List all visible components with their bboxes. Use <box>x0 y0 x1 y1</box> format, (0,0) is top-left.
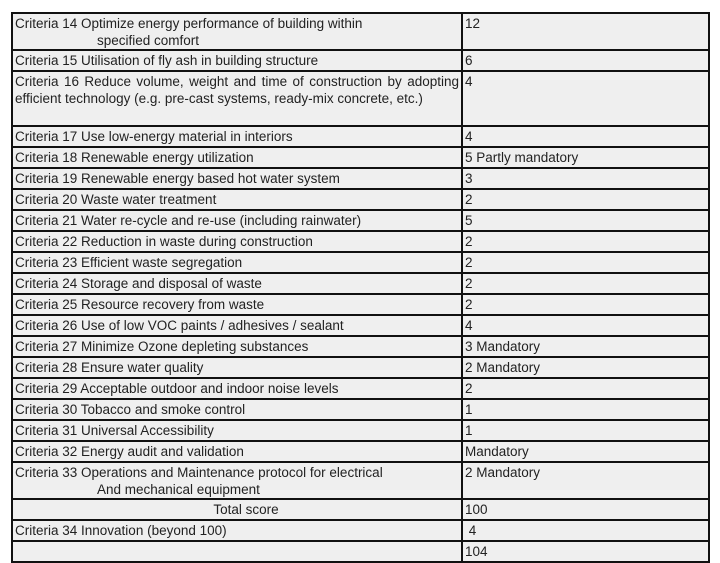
table-row <box>11 421 710 442</box>
points-cell: 5 Partly mandatory <box>463 148 710 167</box>
grand-total-points: 104 <box>463 542 710 561</box>
points-cell: 5 <box>463 211 710 230</box>
criteria-cell: Criteria 25 Resource recovery from waste <box>11 295 463 314</box>
points-cell: 3 Mandatory <box>463 337 710 356</box>
criteria-cell <box>11 542 463 561</box>
criteria-cell: Criteria 31 Universal Accessibility <box>11 421 463 440</box>
table-row <box>11 400 710 421</box>
points-cell: 6 <box>463 51 710 70</box>
points-cell: 2 Mandatory <box>463 358 710 377</box>
points-cell: 2 <box>463 274 710 293</box>
table-row <box>11 337 710 358</box>
points-cell: 2 <box>463 295 710 314</box>
table-row <box>11 148 710 169</box>
points-cell: 2 <box>463 232 710 251</box>
criteria-cell: Criteria 32 Energy audit and validation <box>11 442 463 461</box>
table-row <box>11 463 710 500</box>
table-row-total <box>11 500 710 521</box>
table-row <box>11 232 710 253</box>
criteria-cell: Criteria 24 Storage and disposal of waste <box>11 274 463 293</box>
criteria-cell: Criteria 29 Acceptable outdoor and indoor noise levels <box>11 379 463 398</box>
points-cell: 2 <box>463 379 710 398</box>
criteria-cell <box>11 463 463 498</box>
table-row <box>11 211 710 232</box>
criteria-cell: Criteria 15 Utilisation of fly ash in building structure <box>11 51 463 70</box>
criteria-cell: Criteria 27 Minimize Ozone depleting substances <box>11 337 463 356</box>
criteria-cell: Criteria 22 Reduction in waste during construction <box>11 232 463 251</box>
table-row <box>11 521 710 542</box>
criteria-cell: Criteria 28 Ensure water quality <box>11 358 463 377</box>
points-cell: 2 <box>463 190 710 209</box>
points-cell: 4 <box>463 72 710 125</box>
points-cell: 12 <box>463 14 710 49</box>
criteria-cell: Criteria 30 Tobacco and smoke control <box>11 400 463 419</box>
table-row <box>11 72 710 127</box>
criteria-cell: Criteria 26 Use of low VOC paints / adhesives / sealant <box>11 316 463 335</box>
table-row <box>11 253 710 274</box>
criteria-cell: Criteria 34 Innovation (beyond 100) <box>11 521 463 540</box>
criteria-text: Criteria 33 Operations and Maintenance protocol for electrical <box>15 465 383 480</box>
points-cell: 4 <box>463 521 710 540</box>
table-row <box>11 190 710 211</box>
total-label: Total score <box>11 500 463 519</box>
criteria-cell: Criteria 18 Renewable energy utilization <box>11 148 463 167</box>
table-row <box>11 127 710 148</box>
criteria-cell: Criteria 17 Use low-energy material in interiors <box>11 127 463 146</box>
table-row <box>11 169 710 190</box>
points-cell: Mandatory <box>463 442 710 461</box>
points-cell: 4 <box>463 316 710 335</box>
table-row-grand-total <box>11 542 710 563</box>
criteria-table <box>11 12 710 563</box>
table-row <box>11 442 710 463</box>
table-row <box>11 358 710 379</box>
criteria-cell: Criteria 21 Water re-cycle and re-use (including rainwater) <box>11 211 463 230</box>
criteria-cell: Criteria 19 Renewable energy based hot water system <box>11 169 463 188</box>
criteria-text-cont: And mechanical equipment <box>97 482 260 497</box>
criteria-text-cont: specified comfort <box>97 33 200 48</box>
points-cell: 2 <box>463 253 710 272</box>
table-row <box>11 274 710 295</box>
criteria-cell <box>11 14 463 49</box>
total-points: 100 <box>463 500 710 519</box>
points-cell: 1 <box>463 421 710 440</box>
criteria-cell: Criteria 23 Efficient waste segregation <box>11 253 463 272</box>
table-row <box>11 379 710 400</box>
criteria-cell: Criteria 16 Reduce volume, weight and time of construction by adopting efficient technology (e.g. pre-cast systems, ready-mix concrete, etc.) <box>11 72 463 125</box>
criteria-text: Criteria 14 Optimize energy performance of building within <box>15 16 363 31</box>
table-row <box>11 295 710 316</box>
table-row <box>11 316 710 337</box>
table-row <box>11 51 710 72</box>
criteria-cell: Criteria 20 Waste water treatment <box>11 190 463 209</box>
points-cell: 2 Mandatory <box>463 463 710 498</box>
points-cell: 3 <box>463 169 710 188</box>
points-cell: 1 <box>463 400 710 419</box>
table-row <box>11 14 710 51</box>
points-cell: 4 <box>463 127 710 146</box>
